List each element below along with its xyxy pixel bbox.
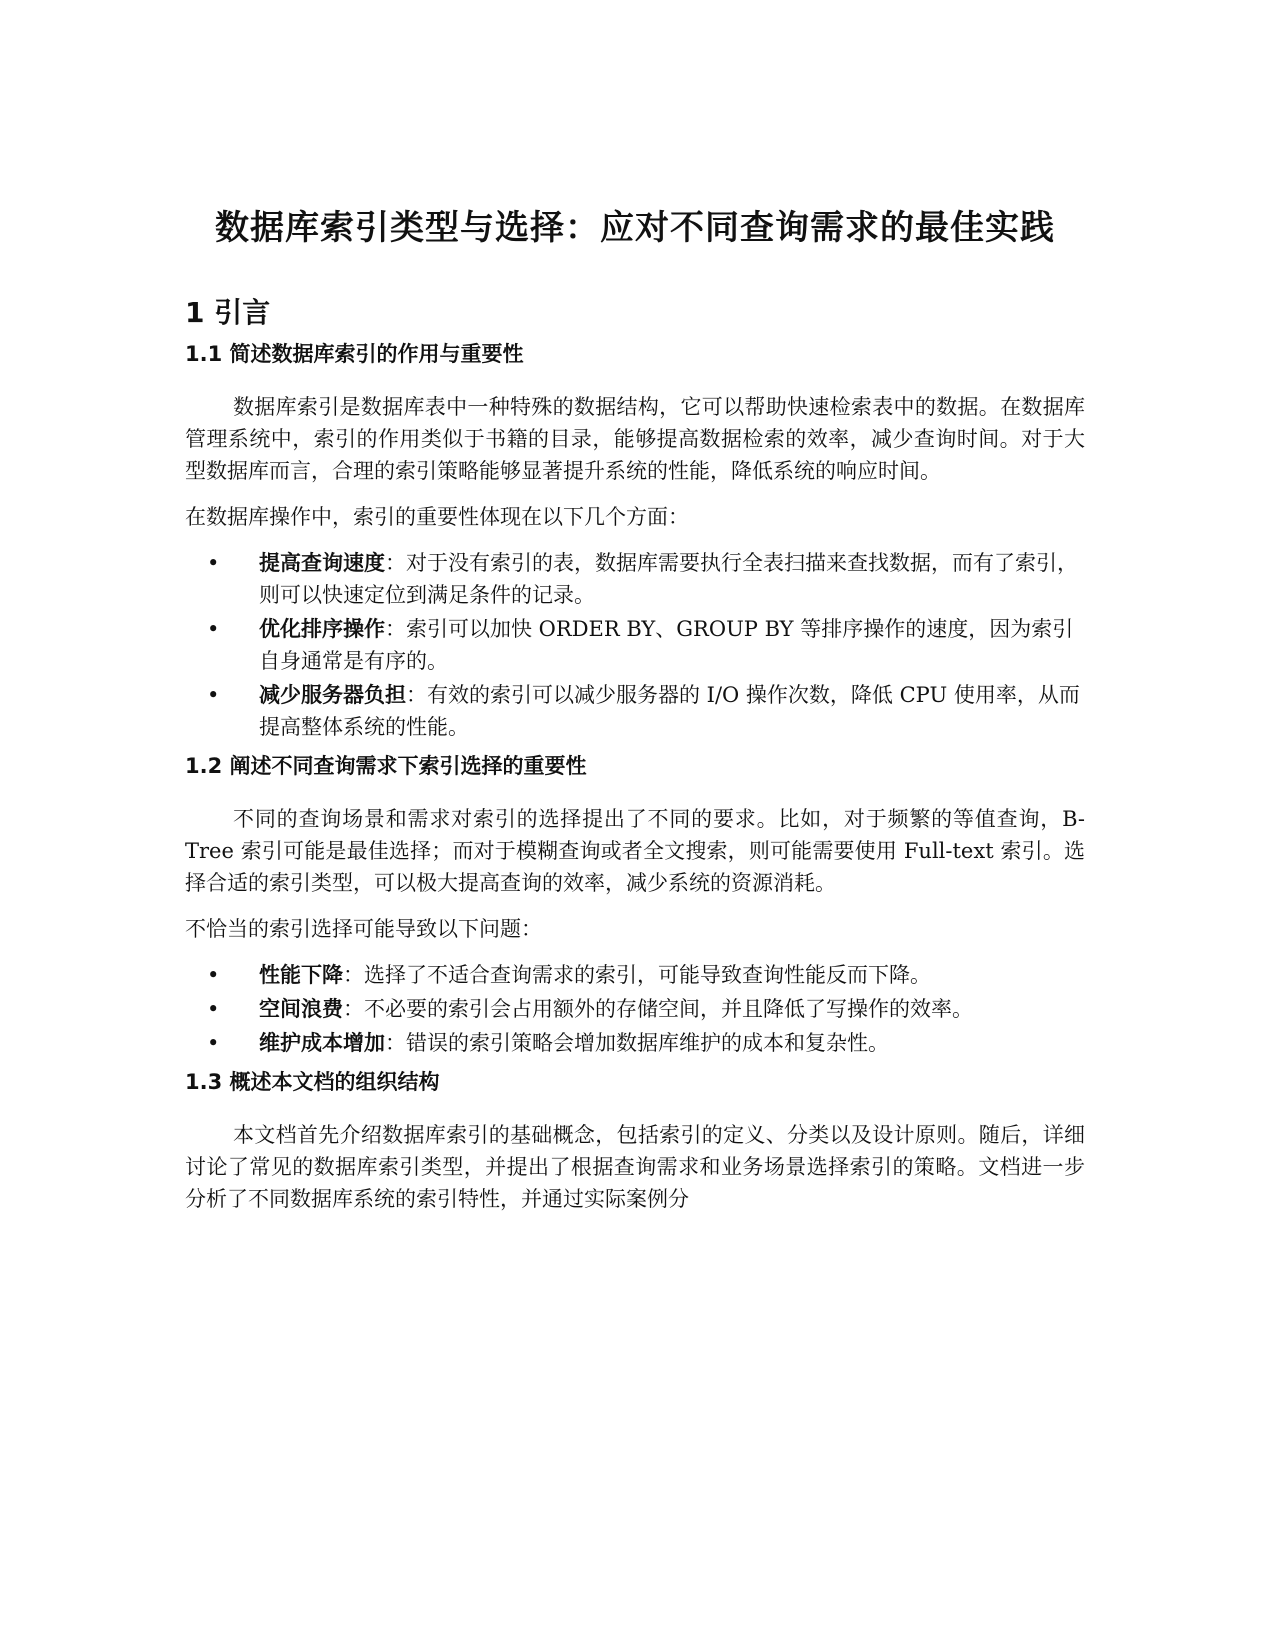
bullet-icon: • [207, 1031, 220, 1055]
bullet-term: 空间浪费 [259, 997, 343, 1021]
bullet-icon: • [207, 997, 220, 1021]
bullet-icon: • [207, 617, 220, 641]
list-item [185, 959, 1085, 991]
bullet-term: 提高查询速度 [259, 551, 385, 575]
subsection-heading-1-2: 1.2 阐述不同查询需求下索引选择的重要性 [185, 754, 587, 778]
paragraph: 不同的查询场景和需求对索引的选择提出了不同的要求。比如，对于频繁的等值查询，B-Tree 索引可能是最佳选择；而对于模糊查询或者全文搜索，则可能需要使用 Full-text 索引。选择合适的索引类型，可以极大提高查询的效率，减少系统的资源消耗。 [185, 807, 1085, 895]
list-item [185, 1027, 1085, 1059]
document-body [185, 193, 1085, 1229]
paragraph: 本文档首先介绍数据库索引的基础概念，包括索引的定义、分类以及设计原则。随后，详细讨论了常见的数据库索引类型，并提出了根据查询需求和业务场景选择索引的策略。文档进一步分析了不同数据库系统的索引特性，并通过实际案例分 [185, 1123, 1085, 1211]
list-item [185, 679, 1085, 743]
bullet-text: ：有效的索引可以减少服务器的 I/O 操作次数，降低 CPU 使用率，从而提高整体系统的性能。 [259, 683, 1080, 739]
bullet-text: ：错误的索引策略会增加数据库维护的成本和复杂性。 [385, 1031, 889, 1055]
bullet-icon: • [207, 963, 220, 987]
bullet-term: 维护成本增加 [259, 1031, 385, 1055]
bullet-text: ：不必要的索引会占用额外的存储空间，并且降低了写操作的效率。 [343, 997, 973, 1021]
bullet-term: 性能下降 [259, 963, 343, 987]
bullet-list [185, 959, 1085, 1059]
bullet-text: ：对于没有索引的表，数据库需要执行全表扫描来查找数据，而有了索引，则可以快速定位到满足条件的记录。 [259, 551, 1078, 607]
subsection-heading-1-3: 1.3 概述本文档的组织结构 [185, 1070, 440, 1094]
bullet-icon: • [207, 551, 220, 575]
bullet-list [185, 547, 1085, 743]
subsection-heading-1-1: 1.1 简述数据库索引的作用与重要性 [185, 342, 524, 366]
bullet-icon: • [207, 683, 220, 707]
document-title: 数据库索引类型与选择：应对不同查询需求的最佳实践 [215, 208, 1055, 248]
list-item [185, 547, 1085, 611]
bullet-text: ：选择了不适合查询需求的索引，可能导致查询性能反而下降。 [343, 963, 931, 987]
bullet-term: 减少服务器负担 [259, 683, 406, 707]
bullet-text: ：索引可以加快 ORDER BY、GROUP BY 等排序操作的速度，因为索引自身通常是有序的。 [259, 617, 1074, 673]
bullet-term: 优化排序操作 [259, 617, 385, 641]
paragraph: 数据库索引是数据库表中一种特殊的数据结构，它可以帮助快速检索表中的数据。在数据库管理系统中，索引的作用类似于书籍的目录，能够提高数据检索的效率，减少查询时间。对于大型数据库而言，合理的索引策略能够显著提升系统的性能，降低系统的响应时间。 [185, 395, 1085, 483]
list-item [185, 613, 1085, 677]
paragraph: 不恰当的索引选择可能导致以下问题： [185, 917, 542, 941]
list-item [185, 993, 1085, 1025]
paragraph: 在数据库操作中，索引的重要性体现在以下几个方面： [185, 505, 689, 529]
section-heading-1: 1 引言 [185, 296, 271, 329]
